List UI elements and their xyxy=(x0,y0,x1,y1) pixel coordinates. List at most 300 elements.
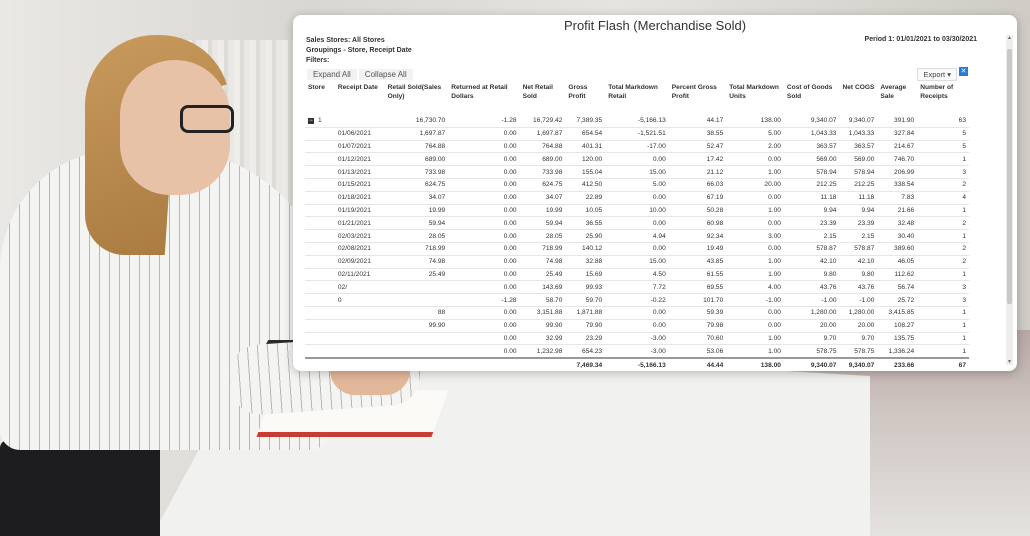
total-cell xyxy=(448,358,519,371)
total-cell: 7,469.34 xyxy=(565,358,605,371)
table-cell: 401.31 xyxy=(565,140,605,153)
table-cell: 4 xyxy=(917,191,969,204)
store-cell xyxy=(305,217,335,230)
table-row[interactable] xyxy=(305,178,969,191)
receipt-date-cell: 01/19/2021 xyxy=(335,204,385,217)
table-cell: 2 xyxy=(917,242,969,255)
table-cell: 733.98 xyxy=(385,166,449,179)
table-cell: 569.00 xyxy=(839,153,877,166)
table-cell: 578.87 xyxy=(784,242,840,255)
table-cell: 0.00 xyxy=(605,306,669,319)
table-cell: 67.19 xyxy=(669,191,727,204)
table-cell: 7.83 xyxy=(877,191,917,204)
table-cell: 4.94 xyxy=(605,230,669,243)
group-date-cell xyxy=(335,115,385,127)
table-cell: 9.80 xyxy=(839,268,877,281)
collapse-all-button[interactable]: Collapse All xyxy=(359,69,413,80)
table-cell: 1,697.87 xyxy=(520,127,566,140)
table-cell: 32.99 xyxy=(520,332,566,345)
table-cell: 1 xyxy=(917,319,969,332)
table-header-row xyxy=(305,81,969,115)
table-cell: 120.00 xyxy=(565,153,605,166)
table-cell: 1.00 xyxy=(726,204,784,217)
excel-icon[interactable]: ✕ xyxy=(960,68,967,75)
table-cell: 0.00 xyxy=(448,281,519,294)
report-table xyxy=(305,81,969,371)
table-cell: 22.89 xyxy=(565,191,605,204)
table-cell: 9.94 xyxy=(839,204,877,217)
table-cell: -3.00 xyxy=(605,345,669,358)
table-cell: 20.00 xyxy=(839,319,877,332)
table-cell: 0.00 xyxy=(448,255,519,268)
table-cell: 1.00 xyxy=(726,332,784,345)
table-cell: 9.70 xyxy=(784,332,840,345)
table-cell: 578.75 xyxy=(784,345,840,358)
table-cell: 19.99 xyxy=(520,204,566,217)
store-cell xyxy=(305,127,335,140)
table-cell: -1.28 xyxy=(448,294,519,307)
table-cell: 25.49 xyxy=(520,268,566,281)
table-cell: 0.00 xyxy=(726,191,784,204)
table-row[interactable] xyxy=(305,230,969,243)
receipt-date-cell xyxy=(335,332,385,345)
export-dropdown[interactable]: Export ▾ xyxy=(917,68,957,81)
period-label: Period 1: 01/01/2021 to 03/30/2021 xyxy=(864,36,977,43)
table-cell: 0.00 xyxy=(448,230,519,243)
table-cell: 11.18 xyxy=(784,191,840,204)
table-cell: 1,280.00 xyxy=(784,306,840,319)
table-cell: 28.05 xyxy=(385,230,449,243)
table-cell: 101.70 xyxy=(669,294,727,307)
report-meta xyxy=(306,36,412,66)
store-cell xyxy=(305,255,335,268)
table-cell: 5.00 xyxy=(726,127,784,140)
group-store-cell[interactable] xyxy=(305,115,335,127)
col-store[interactable]: Store xyxy=(308,84,325,91)
table-cell: 74.98 xyxy=(520,255,566,268)
table-cell: 0.00 xyxy=(605,217,669,230)
table-cell: 50.28 xyxy=(669,204,727,217)
total-store-cell xyxy=(305,358,335,371)
store-cell xyxy=(305,153,335,166)
col-num-receipts[interactable]: Number of Receipts xyxy=(920,84,954,100)
group-store-value: 1 xyxy=(318,117,322,125)
table-cell: 206.99 xyxy=(877,166,917,179)
table-cell: 59.70 xyxy=(565,294,605,307)
scrollbar-thumb[interactable] xyxy=(1007,49,1012,304)
table-cell: 0.00 xyxy=(448,306,519,319)
table-cell: 15.00 xyxy=(605,166,669,179)
table-cell: 0.00 xyxy=(448,140,519,153)
table-cell: 733.98 xyxy=(520,166,566,179)
table-cell: 23.39 xyxy=(839,217,877,230)
total-cell: 9,340.07 xyxy=(784,358,840,371)
table-cell: -1.00 xyxy=(784,294,840,307)
table-cell: 1 xyxy=(917,204,969,217)
table-cell: 654.54 xyxy=(565,127,605,140)
table-cell: 16,730.70 xyxy=(385,115,449,127)
receipt-date-cell: 01/12/2021 xyxy=(335,153,385,166)
store-cell xyxy=(305,332,335,345)
table-cell: 0.00 xyxy=(448,127,519,140)
table-row[interactable] xyxy=(305,345,969,358)
vertical-scrollbar[interactable] xyxy=(1006,35,1013,365)
table-cell: 52.47 xyxy=(669,140,727,153)
table-cell: 15.69 xyxy=(565,268,605,281)
total-cell xyxy=(520,358,566,371)
total-row xyxy=(305,358,969,371)
receipt-date-cell: 02/11/2021 xyxy=(335,268,385,281)
table-cell: -0.22 xyxy=(605,294,669,307)
table-cell: 578.75 xyxy=(839,345,877,358)
table-cell: 0.00 xyxy=(605,191,669,204)
receipt-date-cell xyxy=(335,345,385,358)
table-cell: 38.55 xyxy=(669,127,727,140)
table-row[interactable] xyxy=(305,166,969,179)
table-cell: 34.07 xyxy=(385,191,449,204)
store-cell xyxy=(305,319,335,332)
table-cell: 1 xyxy=(917,345,969,358)
table-cell: 59.39 xyxy=(669,306,727,319)
table-cell: 718.99 xyxy=(385,242,449,255)
group-row-store[interactable] xyxy=(305,115,969,127)
receipt-date-cell: 02/08/2021 xyxy=(335,242,385,255)
table-cell: 138.00 xyxy=(726,115,784,127)
table-cell: 718.99 xyxy=(520,242,566,255)
table-cell: 578.94 xyxy=(784,166,840,179)
collapse-group-icon[interactable]: − xyxy=(309,118,313,125)
table-cell: 99.90 xyxy=(520,319,566,332)
table-cell: 0.00 xyxy=(448,178,519,191)
table-cell: 0.00 xyxy=(448,191,519,204)
table-cell: 69.55 xyxy=(669,281,727,294)
table-cell: 9,340.07 xyxy=(784,115,840,127)
table-cell: 155.04 xyxy=(565,166,605,179)
table-cell: 1,043.33 xyxy=(784,127,840,140)
store-cell xyxy=(305,204,335,217)
table-cell: 43.76 xyxy=(784,281,840,294)
col-returned[interactable]: Returned at Retail Dollars xyxy=(451,84,508,100)
table-cell: 79.90 xyxy=(565,319,605,332)
col-total-markdown-retail[interactable]: Total Markdown Retail xyxy=(608,84,658,100)
store-cell xyxy=(305,306,335,319)
store-cell xyxy=(305,294,335,307)
col-receipt-date[interactable]: Receipt Date xyxy=(337,84,378,91)
table-cell: 79.98 xyxy=(669,319,727,332)
total-cell: 44.44 xyxy=(669,358,727,371)
table-cell: 2 xyxy=(917,178,969,191)
table-cell: 140.12 xyxy=(565,242,605,255)
table-cell: 1,043.33 xyxy=(839,127,877,140)
glasses xyxy=(180,105,234,133)
table-cell: 624.75 xyxy=(520,178,566,191)
expand-all-button[interactable]: Expand All xyxy=(307,69,357,80)
table-cell: 60.98 xyxy=(669,217,727,230)
table-cell: 389.60 xyxy=(877,242,917,255)
table-cell: 4.00 xyxy=(726,281,784,294)
table-cell: 46.05 xyxy=(877,255,917,268)
table-cell: 63 xyxy=(917,115,969,127)
store-cell xyxy=(305,345,335,358)
col-cogs-sold[interactable]: Cost of Goods Sold xyxy=(786,84,833,100)
table-cell: -1,521.51 xyxy=(605,127,669,140)
table-cell: 9.70 xyxy=(839,332,877,345)
store-cell xyxy=(305,230,335,243)
table-cell xyxy=(385,294,449,307)
table-cell: 0.00 xyxy=(726,217,784,230)
table-cell: 0.00 xyxy=(448,345,519,358)
table-cell: 1 xyxy=(917,306,969,319)
scroll-down-icon[interactable]: ▼ xyxy=(1007,359,1012,365)
table-cell: 578.87 xyxy=(839,242,877,255)
table-row[interactable] xyxy=(305,268,969,281)
table-cell: 135.75 xyxy=(877,332,917,345)
table-cell: 74.98 xyxy=(385,255,449,268)
table-row[interactable] xyxy=(305,319,969,332)
table-cell: 99.90 xyxy=(385,319,449,332)
total-cell: -5,166.13 xyxy=(605,358,669,371)
table-cell: 11.18 xyxy=(839,191,877,204)
table-cell: 214.67 xyxy=(877,140,917,153)
store-cell xyxy=(305,166,335,179)
table-cell: 3 xyxy=(917,294,969,307)
table-cell xyxy=(385,332,449,345)
table-cell: 391.90 xyxy=(877,115,917,127)
table-cell: 20.00 xyxy=(726,178,784,191)
col-net-retail[interactable]: Net Retail Sold xyxy=(522,84,553,100)
table-cell: 0.00 xyxy=(448,166,519,179)
meta-stores: Sales Stores: All Stores xyxy=(306,37,385,44)
table-cell: 0.00 xyxy=(448,268,519,281)
table-cell: 19.49 xyxy=(669,242,727,255)
col-pct-gross-profit[interactable]: Percent Gross Profit xyxy=(671,84,717,100)
table-cell: 25.90 xyxy=(565,230,605,243)
table-cell: 1.00 xyxy=(726,345,784,358)
table-cell: 44.17 xyxy=(669,115,727,127)
table-cell: 9,340.07 xyxy=(839,115,877,127)
table-cell: 569.00 xyxy=(784,153,840,166)
table-cell: 0.00 xyxy=(726,153,784,166)
table-cell: 92.34 xyxy=(669,230,727,243)
table-cell: -5,166.13 xyxy=(605,115,669,127)
table-cell: 3,151.88 xyxy=(520,306,566,319)
receipt-date-cell: 01/21/2021 xyxy=(335,217,385,230)
table-cell: 1 xyxy=(917,268,969,281)
table-row[interactable] xyxy=(305,204,969,217)
table-cell: 88 xyxy=(385,306,449,319)
table-cell xyxy=(385,281,449,294)
table-cell: 20.00 xyxy=(784,319,840,332)
receipt-date-cell: 01/18/2021 xyxy=(335,191,385,204)
table-cell: -1.28 xyxy=(448,115,519,127)
table-row[interactable] xyxy=(305,217,969,230)
col-avg-sale[interactable]: Average Sale xyxy=(880,84,907,100)
table-cell: 212.25 xyxy=(784,178,840,191)
table-cell: -1.00 xyxy=(726,294,784,307)
table-cell: 338.54 xyxy=(877,178,917,191)
scroll-up-icon[interactable]: ▲ xyxy=(1007,35,1012,41)
receipt-date-cell: 01/06/2021 xyxy=(335,127,385,140)
table-cell: 578.94 xyxy=(839,166,877,179)
table-cell: 21.12 xyxy=(669,166,727,179)
receipt-date-cell: 0 xyxy=(335,294,385,307)
table-cell: 9.80 xyxy=(784,268,840,281)
col-net-cogs[interactable]: Net COGS xyxy=(842,84,875,91)
table-cell: 43.85 xyxy=(669,255,727,268)
table-cell: 2.15 xyxy=(839,230,877,243)
table-cell: 99.93 xyxy=(565,281,605,294)
table-cell: 1,232.98 xyxy=(520,345,566,358)
table-cell: 56.74 xyxy=(877,281,917,294)
table-row[interactable] xyxy=(305,306,969,319)
table-cell: 0.00 xyxy=(448,204,519,217)
table-cell: 28.05 xyxy=(520,230,566,243)
table-row[interactable] xyxy=(305,153,969,166)
table-cell: 327.84 xyxy=(877,127,917,140)
table-cell: 59.94 xyxy=(385,217,449,230)
total-cell: 233.66 xyxy=(877,358,917,371)
total-cell: 67 xyxy=(917,358,969,371)
table-cell: 654.23 xyxy=(565,345,605,358)
table-cell: 25.72 xyxy=(877,294,917,307)
table-row[interactable] xyxy=(305,191,969,204)
table-cell: 36.55 xyxy=(565,217,605,230)
table-cell: 0.00 xyxy=(448,242,519,255)
receipt-date-cell: 01/13/2021 xyxy=(335,166,385,179)
report-title: Profit Flash (Merchandise Sold) xyxy=(563,18,747,33)
table-cell: 2.15 xyxy=(784,230,840,243)
table-row[interactable] xyxy=(305,140,969,153)
table-cell xyxy=(385,345,449,358)
store-cell xyxy=(305,191,335,204)
table-cell: 23.29 xyxy=(565,332,605,345)
table-cell: 0.00 xyxy=(448,153,519,166)
col-retail-sold[interactable]: Retail Sold(Sales Only) xyxy=(387,84,442,100)
table-cell: 0.00 xyxy=(726,306,784,319)
table-row[interactable] xyxy=(305,255,969,268)
table-cell: 0.00 xyxy=(605,319,669,332)
store-cell xyxy=(305,242,335,255)
report-panel xyxy=(293,15,1017,371)
table-row[interactable] xyxy=(305,127,969,140)
table-cell: 59.94 xyxy=(520,217,566,230)
table-row[interactable] xyxy=(305,332,969,345)
table-cell: 3 xyxy=(917,281,969,294)
table-cell: 43.76 xyxy=(839,281,877,294)
col-gross-profit[interactable]: Gross Profit xyxy=(568,84,588,100)
table-cell: 2.00 xyxy=(726,140,784,153)
table-cell: 689.00 xyxy=(385,153,449,166)
meta-filters: Filters: xyxy=(306,57,330,64)
table-cell: 15.00 xyxy=(605,255,669,268)
table-cell: 1,336.24 xyxy=(877,345,917,358)
table-cell: 42.10 xyxy=(784,255,840,268)
table-cell: 7,389.35 xyxy=(565,115,605,127)
table-cell: 689.00 xyxy=(520,153,566,166)
receipt-date-cell xyxy=(335,319,385,332)
table-cell: 5.00 xyxy=(605,178,669,191)
table-cell: 3,415.85 xyxy=(877,306,917,319)
table-cell: 61.55 xyxy=(669,268,727,281)
table-cell: 212.25 xyxy=(839,178,877,191)
table-cell: 66.03 xyxy=(669,178,727,191)
table-cell: 1 xyxy=(917,153,969,166)
table-cell: -17.00 xyxy=(605,140,669,153)
table-cell: 1 xyxy=(917,332,969,345)
table-row[interactable] xyxy=(305,281,969,294)
table-cell: 7.72 xyxy=(605,281,669,294)
receipt-date-cell: 01/15/2021 xyxy=(335,178,385,191)
store-cell xyxy=(305,140,335,153)
table-cell: 53.06 xyxy=(669,345,727,358)
table-cell: 42.10 xyxy=(839,255,877,268)
store-cell xyxy=(305,281,335,294)
table-cell: 21.66 xyxy=(877,204,917,217)
table-cell: 0.00 xyxy=(448,319,519,332)
table-cell: 17.42 xyxy=(669,153,727,166)
table-cell: 16,729.42 xyxy=(520,115,566,127)
table-cell: 0.00 xyxy=(448,217,519,230)
table-cell: 10.00 xyxy=(605,204,669,217)
table-cell: 34.07 xyxy=(520,191,566,204)
table-cell: 1.00 xyxy=(726,255,784,268)
expand-collapse-controls xyxy=(307,69,415,80)
table-cell: 4.50 xyxy=(605,268,669,281)
receipt-date-cell: 02/ xyxy=(335,281,385,294)
table-cell: 0.00 xyxy=(605,242,669,255)
table-cell: 363.57 xyxy=(784,140,840,153)
table-cell: 5 xyxy=(917,140,969,153)
table-cell: 1.00 xyxy=(726,166,784,179)
table-cell: 19.99 xyxy=(385,204,449,217)
meta-groupings: Groupings - Store, Receipt Date xyxy=(306,47,412,54)
table-cell: 1 xyxy=(917,230,969,243)
receipt-date-cell: 02/09/2021 xyxy=(335,255,385,268)
table-cell: 0.00 xyxy=(726,319,784,332)
table-cell: 412.50 xyxy=(565,178,605,191)
table-row[interactable] xyxy=(305,294,969,307)
table-cell: 70.60 xyxy=(669,332,727,345)
receipt-date-cell xyxy=(335,306,385,319)
table-cell: -3.00 xyxy=(605,332,669,345)
col-total-markdown-units[interactable]: Total Markdown Units xyxy=(729,84,779,100)
table-cell: 2 xyxy=(917,217,969,230)
table-cell: 10.05 xyxy=(565,204,605,217)
table-cell: 5 xyxy=(917,127,969,140)
total-date-cell xyxy=(335,358,385,371)
table-cell: 764.88 xyxy=(520,140,566,153)
table-cell: 1.00 xyxy=(726,268,784,281)
store-cell xyxy=(305,178,335,191)
table-row[interactable] xyxy=(305,242,969,255)
table-cell: 0.00 xyxy=(448,332,519,345)
table-cell: 0.00 xyxy=(726,242,784,255)
table-cell: 2 xyxy=(917,255,969,268)
receipt-date-cell: 01/07/2021 xyxy=(335,140,385,153)
table-cell: 23.39 xyxy=(784,217,840,230)
table-cell: 32.88 xyxy=(565,255,605,268)
table-cell: 1,280.00 xyxy=(839,306,877,319)
table-cell: -1.00 xyxy=(839,294,877,307)
store-cell xyxy=(305,268,335,281)
table-cell: 624.75 xyxy=(385,178,449,191)
table-cell: 0.00 xyxy=(605,153,669,166)
table-cell: 108.27 xyxy=(877,319,917,332)
table-cell: 143.69 xyxy=(520,281,566,294)
total-cell xyxy=(385,358,449,371)
table-cell: 112.62 xyxy=(877,268,917,281)
table-cell: 3.00 xyxy=(726,230,784,243)
